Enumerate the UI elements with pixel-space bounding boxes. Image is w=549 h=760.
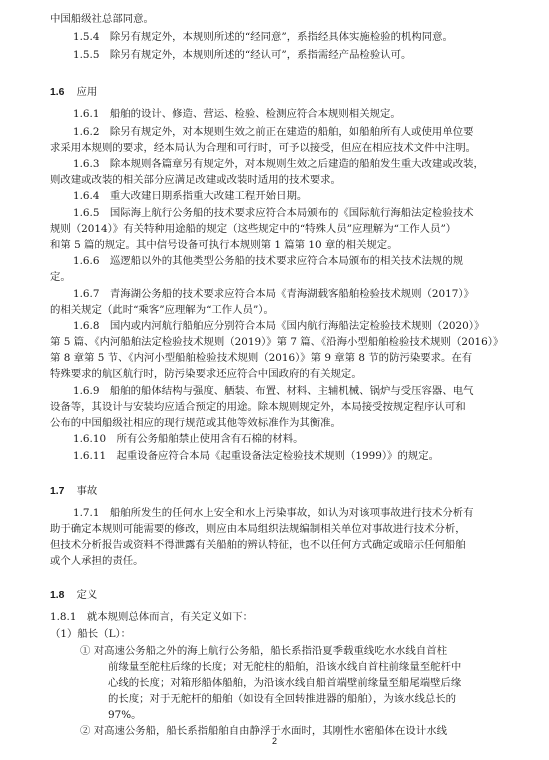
text-line: 和第 5 篇的规定。其中信号设备可执行本规则第 1 篇第 10 章的相关规定。: [50, 239, 398, 251]
text-line: 或个人承担的责任。: [50, 555, 144, 567]
section-number: 1.8: [50, 590, 65, 601]
section-number: 1.7: [50, 486, 65, 497]
text-line: 1.7.1 船舶所发生的任何水上安全和水上污染事故，如认为对该项事故进行技术分析有: [73, 507, 474, 519]
text-line: 中国船级社总部同意。: [50, 13, 154, 25]
text-line: 的长度；对于无舵杆的船舶（如设有全回转推进器的船舶），为该水线总长的: [108, 693, 457, 705]
text-line: 1.5.4 除另有规定外，本规则所述的“经同意”，系指经具体实施检验的机构同意。: [73, 31, 453, 43]
text-line: 但技术分析报告或资料不得泄露有关船舶的辨认特征，也不以任何方式确定或暗示任何船舶: [50, 539, 466, 551]
text-line: 1.6.4 重大改建日期系指重大改建工程开始日期。: [73, 190, 308, 202]
text-line: 1.6.10 所有公务船舶禁止使用含有石棉的材料。: [73, 433, 304, 445]
text-line: 1.8.1 就本规则总体而言，有关定义如下：: [50, 611, 254, 623]
text-line: 1.6.8 国内或内河航行船舶应分别符合本局《国内航行海船法定检验技术规则（2020）》: [73, 320, 485, 332]
text-line: 97%。: [108, 709, 142, 721]
text-line: 求采用本规则的要求，经本局认为合理和可行时，可予以接受，但应在相应技术文件中注明。: [50, 142, 477, 154]
text-line: 的相关规定（此时“乘客”应理解为“工作人员”）。: [50, 304, 274, 316]
section-title: 事故: [76, 486, 98, 497]
text-line: 前缘量至舵柱后缘的长度；对无舵柱的船舶，沿该水线自首柱前缘量至舵杆中: [108, 661, 462, 673]
text-line: 1.6.7 青海湖公务船的技术要求应符合本局《青海湖载客船舶检验技术规则（2017）》: [73, 288, 474, 300]
text-line: 1.6.2 除另有规定外，对本规则生效之前正在建造的船舶，如船舶所有人或使用单位要: [73, 126, 474, 138]
text-line: ① 对高速公务船之外的海上航行公务船，船长系指沿夏季载重线吃水水线自首柱: [80, 645, 447, 657]
text-line: 第 5 篇、《内河船舶法定检验技术规则（2019）》第 7 篇、《沿海小型船舶检验技术规则（2016）》: [50, 336, 504, 348]
section-heading: [50, 589, 97, 603]
text-line: 第 8 章第 5 节、《内河小型船舶检验技术规则（2016）》第 9 章第 8 节的防污染要求。在有: [50, 352, 473, 364]
text-line: ② 对高速公务船，船长系指船舶自由静浮于水面时，其刚性水密船体在设计水线: [80, 725, 447, 737]
section-heading: [50, 86, 97, 100]
text-line: 定。: [50, 271, 71, 283]
text-line: 1.6.9 船舶的船体结构与强度、舾装、布置、材料、主辅机械、锅炉与受压容器、电气: [73, 385, 474, 397]
text-line: 规则（2014）》有关特种用途船的规定（这些规定中的“特殊人员”应理解为“工作人员”）: [50, 223, 457, 235]
text-line: 公布的中国船级社相应的现行规范或其他等效标准作为其衡准。: [50, 417, 341, 429]
text-line: 1.6.5 国际海上航行公务船的技术要求应符合本局颁布的《国际航行海船法定检验技术: [73, 207, 474, 219]
text-line: 1.6.3 除本规则各篇章另有规定外，对本规则生效之后建造的船舶发生重大改建或改装，: [73, 158, 484, 170]
text-line: 助于确定本规则可能需要的修改，则应由本局组织法规编制相关单位对事故进行技术分析，: [50, 523, 466, 535]
section-heading: [50, 485, 97, 499]
text-line: 1.6.6 巡逻船以外的其他类型公务船的技术要求应符合本局颁布的相关技术法规的规: [73, 255, 464, 267]
text-line: 1.5.5 除另有规定外，本规则所述的“经认可”，系指需经产品检验认可。: [73, 49, 412, 61]
section-title: 定义: [76, 590, 98, 601]
page-number: 2: [271, 736, 277, 746]
text-line: 1.6.11 起重设备应符合本局《起重设备法定检验技术规则（1999）》的规定。: [73, 450, 440, 462]
section-number: 1.6: [50, 87, 65, 98]
text-line: 特殊要求的航区航行时，防污染要求还应符合中国政府的有关规定。: [50, 368, 362, 380]
text-line: 心线的长度；对箱形船体船舶，为沿该水线自船首端壁前缘量至船尾端壁后缘: [108, 677, 462, 689]
section-title: 应用: [76, 87, 98, 98]
text-line: （1）船长（L）：: [50, 628, 132, 640]
text-line: 设备等，其设计与安装均应适合预定的用途。除本规则规定外，本局接受按规定程序认可和: [50, 401, 466, 413]
text-line: 1.6.1 船舶的设计、修造、营运、检验、检测应符合本规则相关规定。: [73, 108, 401, 120]
text-line: 则改建或改装的相关部分应满足改建或改装时适用的技术要求。: [50, 174, 341, 186]
